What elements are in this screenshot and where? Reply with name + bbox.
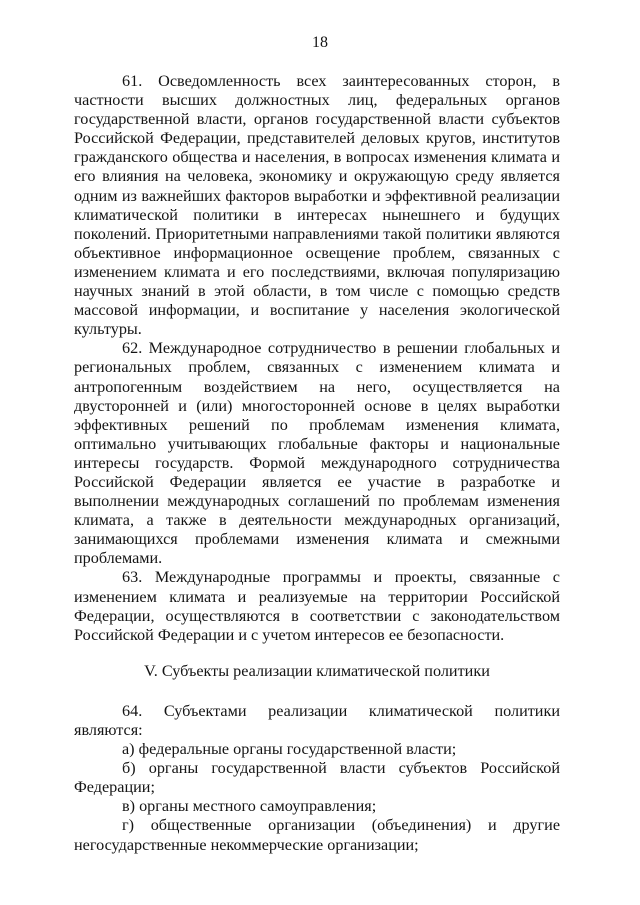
paragraph-64: 64. Субъектами реализации климатической политики являются: [74,701,560,739]
list-item-b: б) органы государственной власти субъектов Российской Федерации; [74,759,560,797]
document-body [74,72,560,855]
paragraph-62: 62. Международное сотрудничество в решении глобальных и региональных проблем, связанных с изменением климата и антропогенным воздействием на него, осуществляется на двусторонней и (или) многосторонней основе в целях выработки эффективных решений по проблемам изменения климата, оптимально учитывающих глобальные факторы и национальные интересы государств. Формой международного сотрудничества Российской Федерации является ее участие в разработке и выполнении международных соглашений по проблемам изменения климата, а также в деятельности международных организаций, занимающихся проблемами изменения климата и смежными проблемами. [74,339,560,568]
paragraph-61: 61. Осведомленность всех заинтересованных сторон, в частности высших должностных лиц, федеральных органов государственной власти, органов государственной власти субъектов Российской Федерации, представителей деловых кругов, институтов гражданского общества и населения, в вопросах изменения климата и его влияния на человека, экономику и окружающую среду является одним из важнейших факторов выработки и эффективной реализации климатической политики в интересах нынешнего и будущих поколений. Приоритетными направлениями такой политики являются объективное информационное освещение проблем, связанных с изменением климата и его последствиями, включая популяризацию научных знаний в этой области, в том числе с помощью средств массовой информации, и воспитание у населения экологической культуры. [74,72,560,339]
list-item-c: в) органы местного самоуправления; [122,797,377,816]
list-item-d: г) общественные организации (объединения) и другие негосударственные некоммерческие организации; [74,816,560,854]
section-heading: V. Субъекты реализации климатической политики [144,661,490,680]
paragraph-63: 63. Международные программы и проекты, связанные с изменением климата и реализуемые на территории Российской Федерации, осуществляются в соответствии с законодательством Российской Федерации и с учетом интересов ее безопасности. [74,568,560,644]
list-item-a: а) федеральные органы государственной власти; [122,740,457,759]
page-number: 18 [312,34,328,51]
